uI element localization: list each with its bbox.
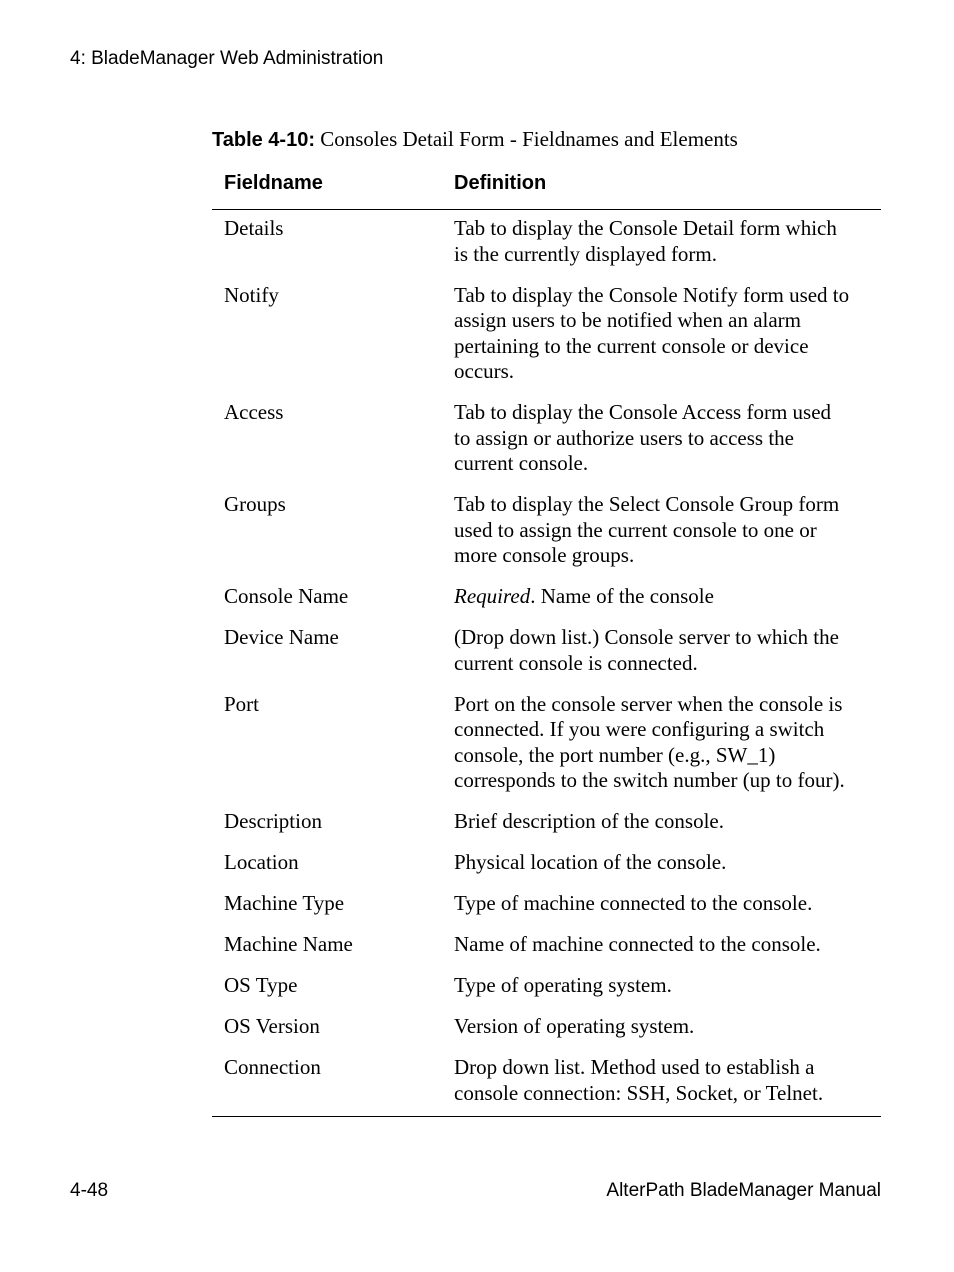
fieldname-cell: Connection xyxy=(224,1055,321,1079)
table-row xyxy=(212,216,881,267)
fieldname-cell: Description xyxy=(224,809,322,833)
definition-text: . Name of the console xyxy=(530,584,714,608)
definition-emphasis: Required xyxy=(454,584,531,608)
table-row xyxy=(212,932,881,958)
definition-cell: Port on the console server when the console is connected. If you were configuring a switch console, the port number (e.g., SW_1) corresponds to the switch number (up to four). xyxy=(454,691,845,792)
fieldname-cell: Groups xyxy=(224,492,286,516)
table-caption-label: Table 4-10: xyxy=(212,129,315,151)
page-number: 4-48 xyxy=(70,1180,109,1201)
column-header-fieldname: Fieldname xyxy=(224,172,323,194)
fieldname-table xyxy=(212,168,881,1117)
table-caption xyxy=(212,127,738,152)
definition-cell: Type of machine connected to the console. xyxy=(454,891,813,915)
manual-title: AlterPath BladeManager Manual xyxy=(606,1180,881,1201)
fieldname-cell: Notify xyxy=(224,282,279,307)
running-header: 4: BladeManager Web Administration xyxy=(70,48,384,69)
definition-cell: Type of operating system. xyxy=(454,973,672,997)
table-row xyxy=(212,492,881,569)
definition-cell xyxy=(454,584,881,610)
fieldname-cell: Device Name xyxy=(224,625,339,649)
definition-cell: Tab to display the Console Access form used to assign or authorize users to access the current console. xyxy=(454,400,832,475)
fieldname-cell: Machine Type xyxy=(224,891,345,915)
table-row xyxy=(212,400,881,477)
fieldname-cell: Port xyxy=(224,691,260,716)
fieldname-cell: Machine Name xyxy=(224,932,353,956)
table-row xyxy=(212,973,881,999)
definition-cell: Name of machine connected to the console. xyxy=(454,932,821,956)
table-header-row xyxy=(212,168,881,210)
table-row xyxy=(212,584,881,610)
definition-cell: Physical location of the console. xyxy=(454,850,727,874)
definition-cell: (Drop down list.) Console server to which the current console is connected. xyxy=(454,625,839,675)
fieldname-cell: OS Type xyxy=(224,973,298,997)
definition-cell: Tab to display the Select Console Group form used to assign the current console to one or more console groups. xyxy=(454,492,840,567)
column-header-definition: Definition xyxy=(454,172,547,194)
table-row xyxy=(212,1014,881,1040)
table-row xyxy=(212,1055,881,1106)
fieldname-cell: Details xyxy=(224,216,284,240)
table-caption-text: Consoles Detail Form - Fieldnames and Elements xyxy=(320,127,738,151)
definition-cell: Brief description of the console. xyxy=(454,809,725,833)
definition-cell: Tab to display the Console Detail form which is the currently displayed form. xyxy=(454,216,837,266)
fieldname-cell: Location xyxy=(224,850,299,874)
table-row xyxy=(212,692,881,794)
definition-cell: Drop down list. Method used to establish a console connection: SSH, Socket, or Telnet. xyxy=(454,1055,824,1105)
table-row xyxy=(212,283,881,385)
definition-cell: Version of operating system. xyxy=(454,1014,695,1038)
table-row xyxy=(212,625,881,676)
definition-cell: Tab to display the Console Notify form used to assign users to be notified when an alarm pertaining to the current console or device occurs. xyxy=(454,282,850,383)
fieldname-cell: Console Name xyxy=(224,584,349,608)
table-row xyxy=(212,891,881,917)
table-row xyxy=(212,850,881,876)
table-row xyxy=(212,809,881,835)
table-body xyxy=(212,210,881,1117)
fieldname-cell: OS Version xyxy=(224,1014,320,1038)
fieldname-cell: Access xyxy=(224,400,284,424)
